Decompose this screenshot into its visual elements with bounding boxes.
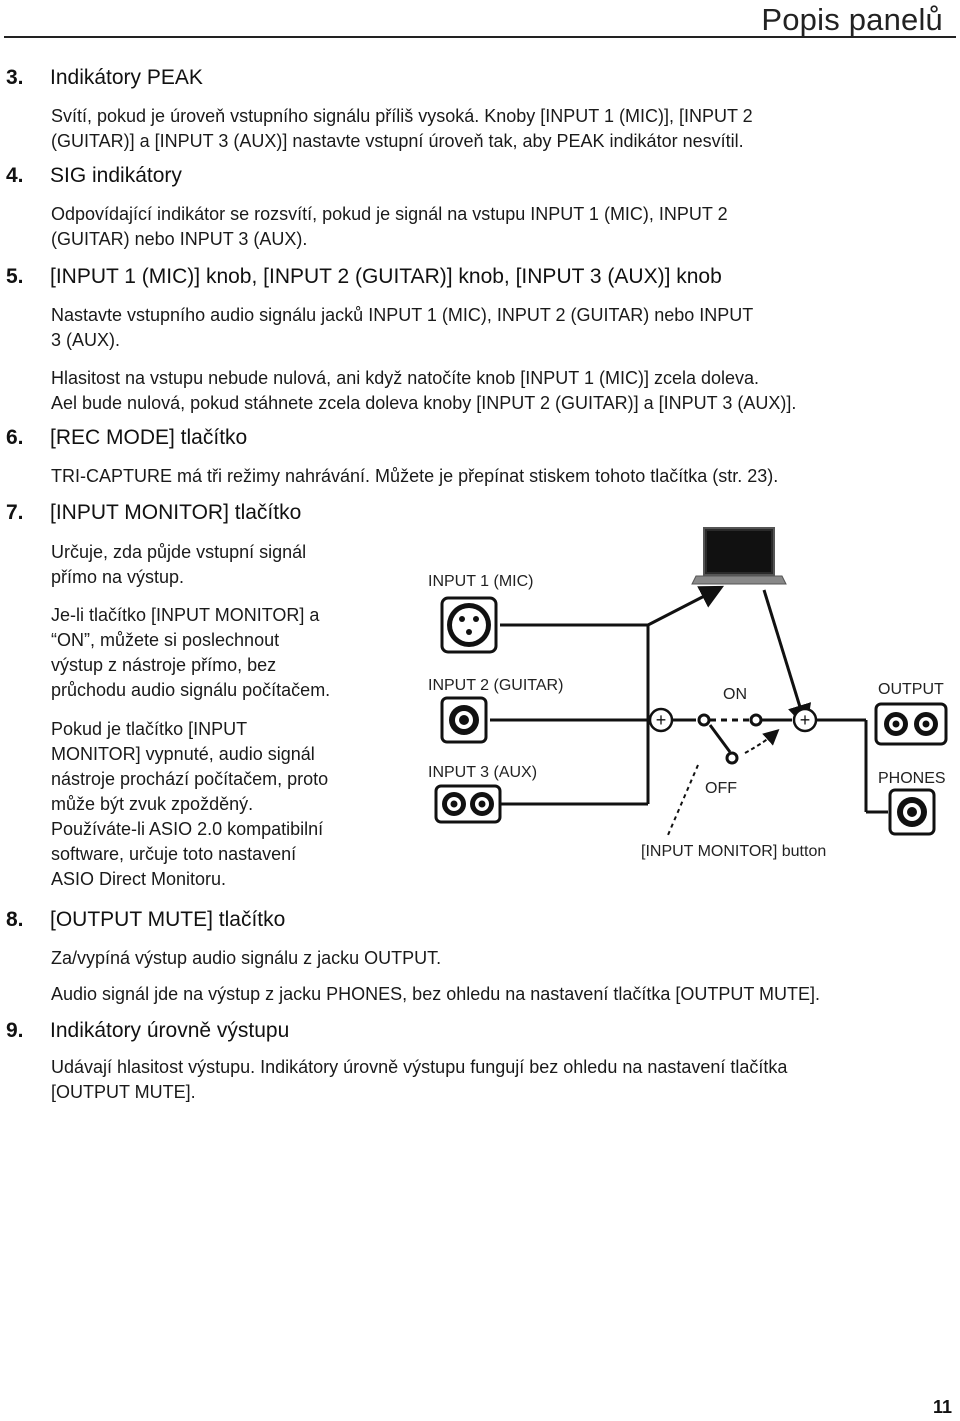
paragraph <box>51 104 753 154</box>
text-line: Za/vypíná výstup audio signálu z jacku OUTPUT. <box>51 948 442 968</box>
text-line: software, určuje toto nastavení <box>51 844 297 864</box>
paragraph <box>51 540 306 590</box>
text-line: MONITOR] vypnuté, audio signál <box>51 744 315 764</box>
section-title: SIG indikátory <box>50 164 182 187</box>
text-line: Pokud je tlačítko [INPUT <box>51 719 248 739</box>
section-title: [OUTPUT MUTE] tlačítko <box>50 908 286 931</box>
section-title: Indikátory úrovně výstupu <box>50 1019 290 1042</box>
page-header-title: Popis panelů <box>761 2 943 37</box>
signal-lines <box>490 590 888 812</box>
section-number: 7. <box>6 501 24 524</box>
text-line: (GUITAR)] a [INPUT 3 (AUX)] nastavte vstupní úroveň tak, aby PEAK indikátor nesvítil. <box>51 131 744 151</box>
svg-text:+: + <box>799 710 811 730</box>
section-title: [INPUT MONITOR] tlačítko <box>50 501 302 524</box>
phones-jack-icon <box>890 790 934 834</box>
paragraph <box>51 464 778 489</box>
text-line: ASIO Direct Monitoru. <box>51 869 227 889</box>
text-line: přímo na výstup. <box>51 567 185 587</box>
input1-label: INPUT 1 (MIC) <box>428 573 534 590</box>
paragraph <box>51 603 330 703</box>
text-line: TRI-CAPTURE má tři režimy nahrávání. Můžete je přepínat stiskem tohoto tlačítka (str. 23). <box>51 466 779 486</box>
phones-label: PHONES <box>878 770 946 787</box>
page-number: 11 <box>932 1397 952 1417</box>
paragraph <box>51 1055 787 1105</box>
input3-label: INPUT 3 (AUX) <box>428 764 538 781</box>
paragraph <box>51 202 728 252</box>
input2-label: INPUT 2 (GUITAR) <box>428 677 564 694</box>
section-title: [REC MODE] tlačítko <box>50 426 248 449</box>
section-title: [INPUT 1 (MIC)] knob, [INPUT 2 (GUITAR)] knob, [INPUT 3 (AUX)] knob <box>50 265 722 288</box>
section-number: 3. <box>6 66 24 89</box>
paragraph <box>51 946 441 971</box>
text-line: Udávají hlasitost výstupu. Indikátory úrovně výstupu fungují bez ohledu na nastavení tlačítka <box>51 1057 788 1077</box>
text-line: průchodu audio signálu počítačem. <box>51 680 331 700</box>
section-number: 8. <box>6 908 24 931</box>
text-line: nástroje prochází počítačem, proto <box>51 769 329 789</box>
off-label: OFF <box>705 780 737 797</box>
text-line: Hlasitost na vstupu nebude nulová, ani když natočíte knob [INPUT 1 (MIC)] zcela doleva. <box>51 368 760 388</box>
section-number: 9. <box>6 1019 24 1042</box>
section-number: 6. <box>6 426 24 449</box>
output-jack-icon <box>876 704 946 744</box>
output-label: OUTPUT <box>878 681 944 698</box>
mixer-plus-right-icon <box>794 709 816 731</box>
text-line: [OUTPUT MUTE]. <box>51 1082 196 1102</box>
text-line: výstup z nástroje přímo, bez <box>51 655 277 675</box>
section-title: Indikátory PEAK <box>50 66 203 89</box>
section-number: 5. <box>6 265 24 288</box>
paragraph <box>51 366 796 416</box>
paragraph <box>51 717 328 892</box>
paragraph <box>51 303 753 353</box>
mixer-plus-left-icon <box>650 709 672 731</box>
text-line: “ON”, můžete si poslechnout <box>51 630 280 650</box>
text-line: Ael bude nulová, pokud stáhnete zcela doleva knoby [INPUT 2 (GUITAR)] a [INPUT 3 (AUX)]. <box>51 393 797 413</box>
text-line: Je-li tlačítko [INPUT MONITOR] a <box>51 605 320 625</box>
input-monitor-diagram <box>420 520 960 870</box>
text-line: Nastavte vstupního audio signálu jacků INPUT 1 (MIC), INPUT 2 (GUITAR) nebo INPUT <box>51 305 754 325</box>
text-line: Svítí, pokud je úroveň vstupního signálu příliš vysoká. Knoby [INPUT 1 (MIC)], [INPUT 2 <box>51 106 753 126</box>
monitor-switch <box>668 715 792 835</box>
guitar-jack-icon <box>442 698 486 742</box>
text-line: Odpovídající indikátor se rozsvítí, pokud je signál na vstupu INPUT 1 (MIC), INPUT 2 <box>51 204 728 224</box>
text-line: Určuje, zda půjde vstupní signál <box>51 542 307 562</box>
aux-jack-icon <box>436 786 500 822</box>
laptop-icon <box>692 528 786 584</box>
text-line: (GUITAR) nebo INPUT 3 (AUX). <box>51 229 308 249</box>
button-label: [INPUT MONITOR] button <box>641 843 827 860</box>
text-line: 3 (AUX). <box>51 330 121 350</box>
text-line: může být zvuk zpožděný. <box>51 794 254 814</box>
xlr-jack-icon <box>442 598 496 652</box>
svg-text:+: + <box>655 710 667 730</box>
header-rule <box>4 36 956 38</box>
text-line: Používáte-li ASIO 2.0 kompatibilní <box>51 819 324 839</box>
on-label: ON <box>723 686 747 703</box>
text-line: Audio signál jde na výstup z jacku PHONES, bez ohledu na nastavení tlačítka [OUTPUT MUTE]. <box>51 984 821 1004</box>
paragraph <box>51 982 820 1007</box>
section-number: 4. <box>6 164 24 187</box>
